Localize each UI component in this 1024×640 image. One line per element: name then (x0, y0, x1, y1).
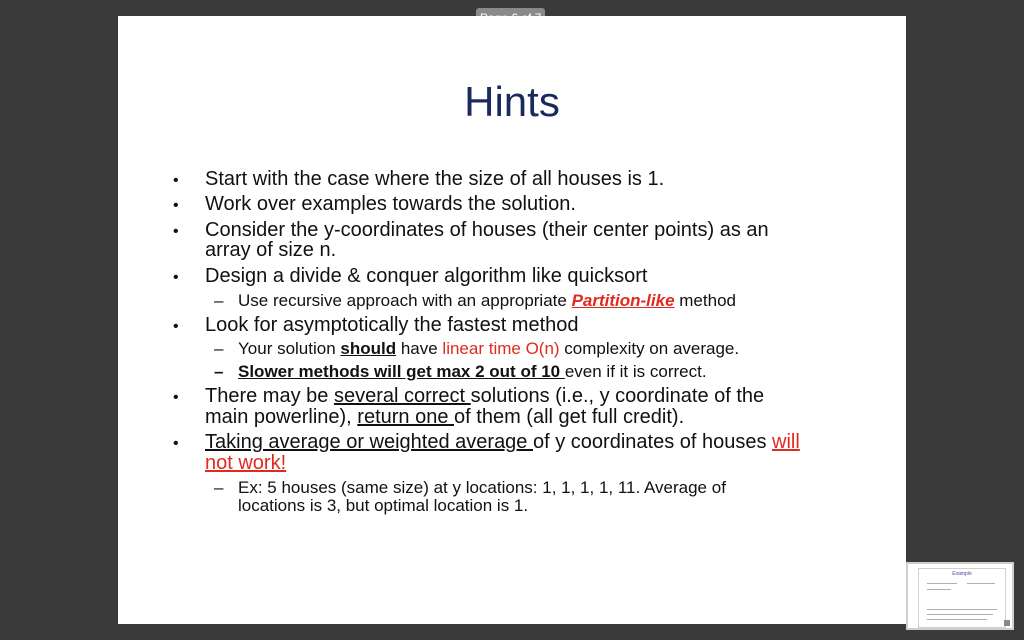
text: solutions (i.e., y coordinate of the (470, 385, 765, 407)
emphasis-text: Partition-like (571, 291, 675, 310)
underlined-text: Taking average or weighted average (205, 431, 533, 453)
text: main powerline), (205, 406, 358, 428)
bullet-3-line1: Consider the y-coordinates of houses (their center points) as an (205, 219, 769, 241)
underlined-text: return one (357, 406, 455, 428)
bullet-dot: • (173, 435, 179, 452)
thumbnail-line (927, 614, 993, 615)
thumbnail-line (927, 589, 951, 590)
bullet-dot: • (173, 318, 179, 335)
bullet-dot: • (173, 269, 179, 286)
emphasis-text: Slower methods will get max 2 out of 10 (238, 362, 565, 381)
bullet-6-line2 (205, 407, 684, 428)
text: Use recursive approach with an appropriate (238, 291, 572, 310)
thumbnail-line (927, 619, 987, 620)
bullet-7-sub-1-line2: locations is 3, but optimal location is 1. (238, 496, 529, 515)
bullet-6-line1 (205, 386, 764, 407)
thumbnail-line (927, 609, 997, 610)
bullet-5: Look for asymptotically the fastest method (205, 314, 579, 336)
thumbnail-page (918, 568, 1006, 628)
underlined-text: several correct (333, 385, 471, 407)
bullet-1: Start with the case where the size of all houses is 1. (205, 168, 665, 190)
bullet-dot: • (173, 223, 179, 240)
bullet-3-line2: array of size n. (205, 239, 337, 261)
thumbnail-title: Example (952, 571, 972, 577)
warning-text: not work! (205, 452, 287, 474)
text: Your solution (238, 339, 341, 358)
thumbnail-resize-handle[interactable] (1004, 620, 1010, 626)
bullet-7-line1 (205, 432, 800, 453)
bullet-4: Design a divide & conquer algorithm like quicksort (205, 265, 648, 287)
text: even if it is correct. (564, 362, 707, 381)
document-page (118, 16, 906, 624)
sub-bullet-dash: – (214, 362, 224, 381)
page-thumbnail[interactable] (906, 562, 1014, 630)
bullet-5-sub-2 (238, 362, 707, 381)
bullet-dot: • (173, 172, 179, 189)
text: of them (all get full credit). (454, 406, 685, 428)
slide-title: Hints (464, 78, 560, 125)
text: have (396, 339, 443, 358)
bullet-7-line2 (205, 453, 286, 474)
sub-bullet-dash: – (214, 291, 224, 310)
text: There may be (205, 385, 334, 407)
bullet-2: Work over examples towards the solution. (205, 193, 576, 215)
thumbnail-line (967, 583, 995, 584)
text: complexity on average. (559, 339, 740, 358)
bullet-dot: • (173, 389, 179, 406)
text: of y coordinates of houses (533, 431, 773, 453)
emphasis-text: should (340, 339, 397, 358)
bullet-dot: • (173, 197, 179, 214)
warning-text: will (772, 431, 800, 453)
bullet-5-sub-1 (238, 339, 739, 358)
text: method (674, 291, 736, 310)
highlight-text: linear time O(n) (442, 339, 560, 358)
thumbnail-line (927, 583, 957, 584)
bullet-7-sub-1-line1: Ex: 5 houses (same size) at y locations: 1, 1, 1, 1, 11. Average of (238, 478, 726, 497)
bullet-4-sub-1 (238, 291, 736, 310)
sub-bullet-dash: – (214, 339, 224, 358)
sub-bullet-dash: – (214, 478, 224, 497)
